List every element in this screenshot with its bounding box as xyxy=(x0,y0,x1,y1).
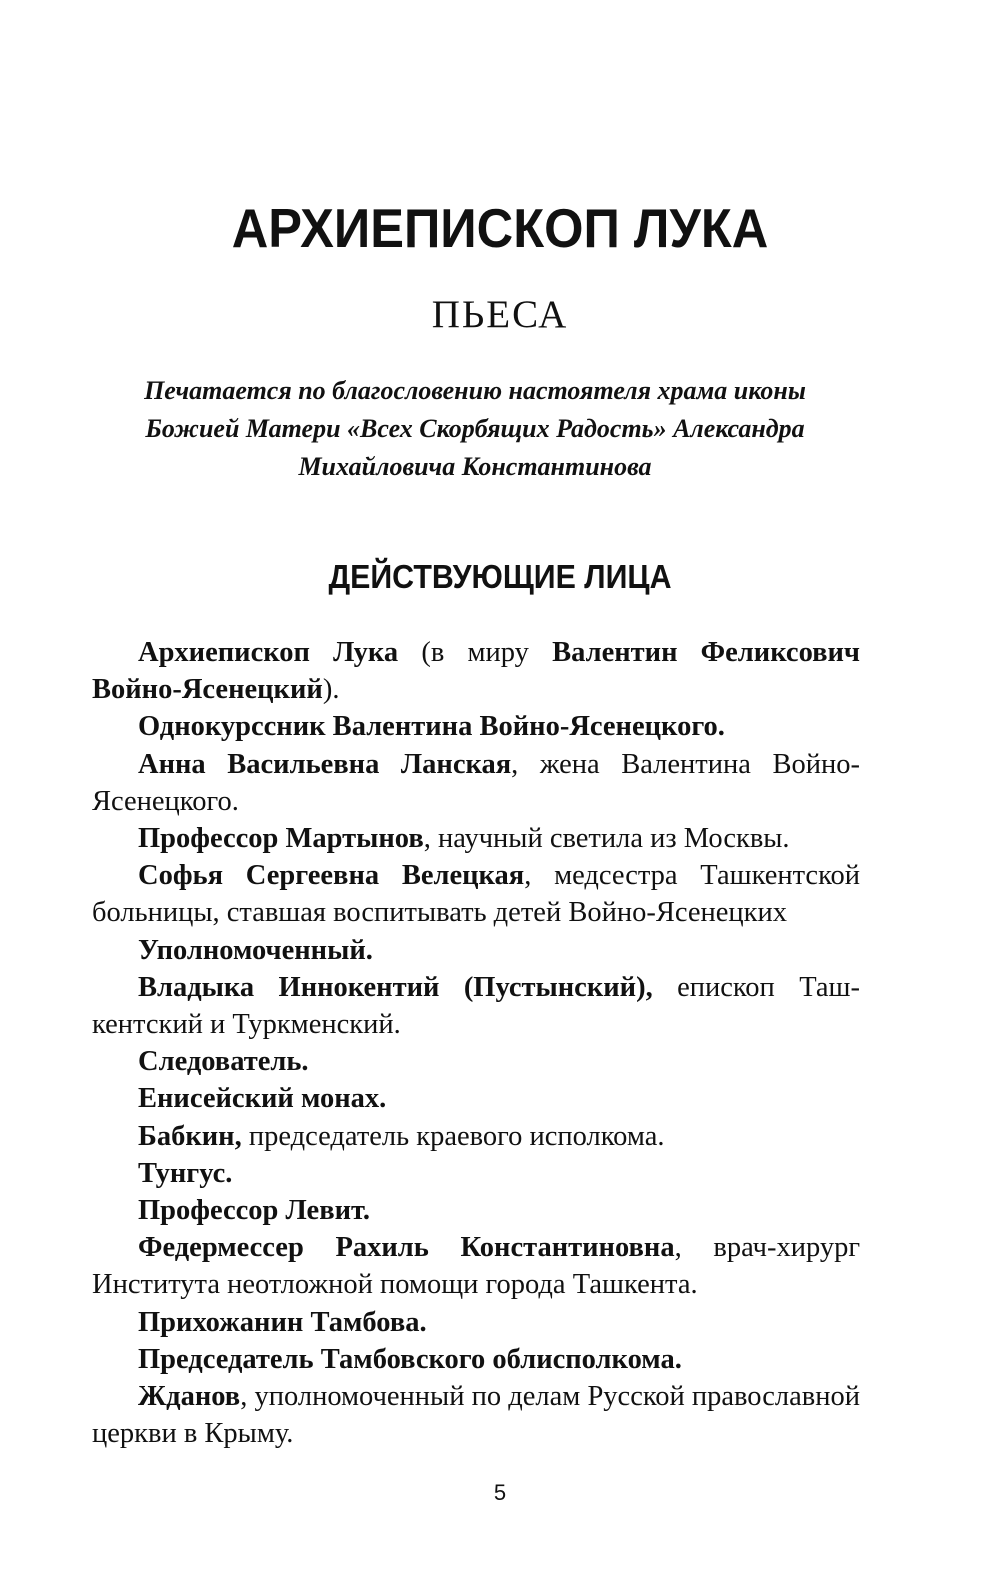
character-description: (в миру xyxy=(398,637,553,668)
character-name: Бабкин, xyxy=(138,1120,242,1152)
cast-entry xyxy=(92,1341,860,1378)
cast-entry xyxy=(92,820,860,857)
cast-entry xyxy=(92,634,860,708)
cast-entry xyxy=(92,857,860,931)
character-name: Следователь. xyxy=(138,1046,309,1078)
cast-entry xyxy=(92,932,860,969)
cast-entry xyxy=(92,1229,860,1303)
cast-heading: ДЕЙСТВУЮЩИЕ ЛИЦА xyxy=(328,558,672,595)
cast-entry xyxy=(92,1043,860,1080)
blessing-line: Михайловича Константинова xyxy=(298,452,652,481)
cast-entry xyxy=(92,1192,860,1229)
character-name: Владыка Иннокентий (Пустынский), xyxy=(138,971,653,1003)
blessing-line: Печатается по благословению настоятеля храма иконы xyxy=(144,376,806,405)
character-name: Федермессер Рахиль Константиновна xyxy=(138,1232,675,1264)
character-description: , врач-хирург Института неотложной помощи города Ташкента. xyxy=(92,1232,861,1301)
page-number: 5 xyxy=(493,1480,507,1505)
character-description: ). xyxy=(322,674,340,706)
character-description: , уполномоченный по делам Русской православной церкви в Крыму. xyxy=(92,1381,860,1450)
character-name: Профессор Левит. xyxy=(138,1195,370,1227)
character-name: Тунгус. xyxy=(138,1157,233,1189)
cast-entry xyxy=(92,969,860,1043)
character-description: председатель краевого исполкома. xyxy=(241,1120,665,1152)
blessing-note xyxy=(92,372,858,486)
play-title: АРХИЕПИСКОП ЛУКА xyxy=(231,197,769,259)
character-name: Однокурссник Валентина Войно-Ясенецкого. xyxy=(138,711,725,743)
cast-entry xyxy=(92,1080,860,1117)
character-name: Профессор Мартынов xyxy=(138,823,424,855)
character-name: Жданов xyxy=(138,1381,241,1413)
cast-entry xyxy=(92,1304,860,1341)
character-name: Валентин Феликсович Войно-Ясенецкий xyxy=(92,637,860,706)
character-description: , жена Валентина Войно-Ясенецкого. xyxy=(92,748,860,817)
play-subtitle: ПЬЕСА xyxy=(431,293,569,336)
cast-entry xyxy=(92,1118,860,1155)
character-name: Председатель Тамбовского облисполкома. xyxy=(138,1343,682,1375)
cast-list xyxy=(92,634,860,1452)
character-description: епископ Ташкентский и Туркменский. xyxy=(92,971,860,1041)
blessing-line: Божией Матери «Всех Скорбящих Радость» Александра xyxy=(145,414,805,443)
cast-entry xyxy=(92,1378,860,1452)
cast-entry xyxy=(92,1155,860,1192)
character-name: Прихожанин Тамбова. xyxy=(138,1306,427,1338)
character-description: , медсестра Ташкентской больницы, ставшая воспитывать детей Войно-Ясенецких xyxy=(92,860,860,929)
cast-entry xyxy=(92,708,860,745)
character-name: Анна Васильевна Ланская xyxy=(138,748,512,780)
character-name: Уполномоченный. xyxy=(138,934,373,966)
character-name: Архиепископ Лука xyxy=(138,637,399,668)
character-name: Енисейский монах. xyxy=(138,1083,387,1115)
cast-entry xyxy=(92,746,860,820)
character-description: , научный светила из Москвы. xyxy=(423,823,790,855)
character-name: Софья Сергеевна Велецкая xyxy=(138,860,525,892)
